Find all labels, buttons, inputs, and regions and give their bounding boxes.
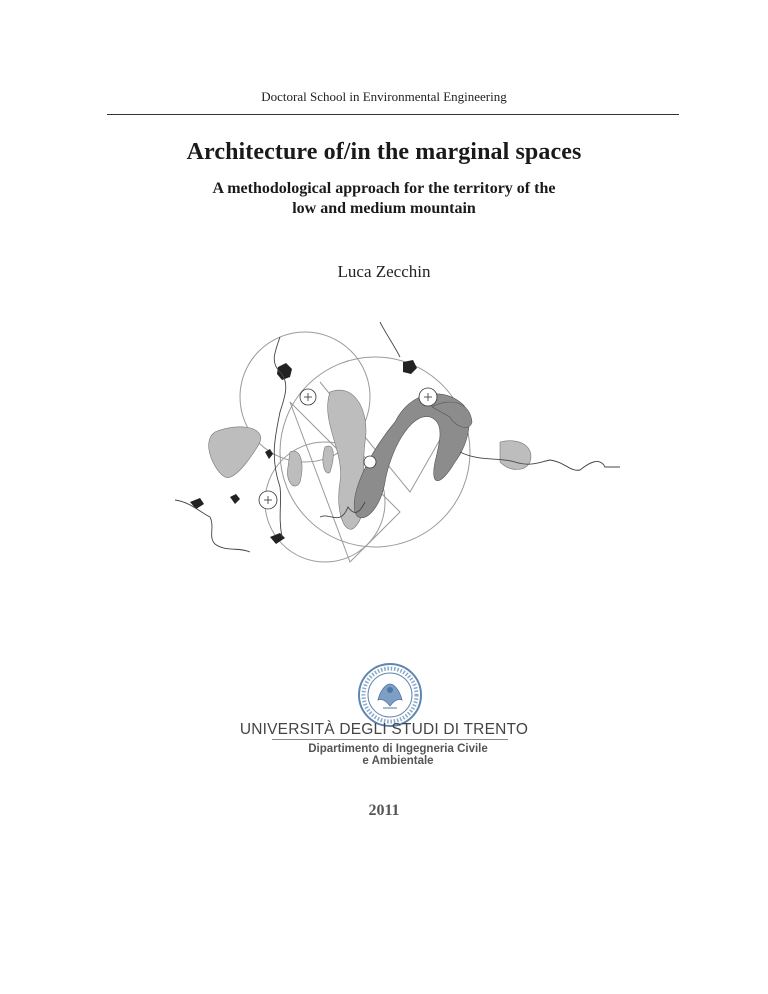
subtitle-line-1: A methodological approach for the territory of the	[212, 180, 556, 197]
department-line-2: e Ambientale	[362, 755, 434, 767]
author-name: Luca Zecchin	[337, 262, 431, 281]
university-name: UNIVERSITÀ DEGLI STUDI DI TRENTO	[239, 721, 529, 738]
university-seal-icon	[357, 662, 423, 728]
thesis-subtitle	[150, 179, 618, 219]
subtitle-line-2: low and medium mountain	[292, 200, 476, 217]
header-divider	[107, 114, 679, 115]
territory-sketch-map	[170, 312, 630, 567]
department-line-1: Dipartimento di Ingegneria Civile	[308, 743, 488, 755]
doctoral-school-header: Doctoral School in Environmental Engineering	[261, 89, 507, 104]
publication-year: 2011	[368, 802, 400, 819]
thesis-title: Architecture of/in the marginal spaces	[186, 139, 582, 165]
university-divider	[272, 739, 508, 740]
